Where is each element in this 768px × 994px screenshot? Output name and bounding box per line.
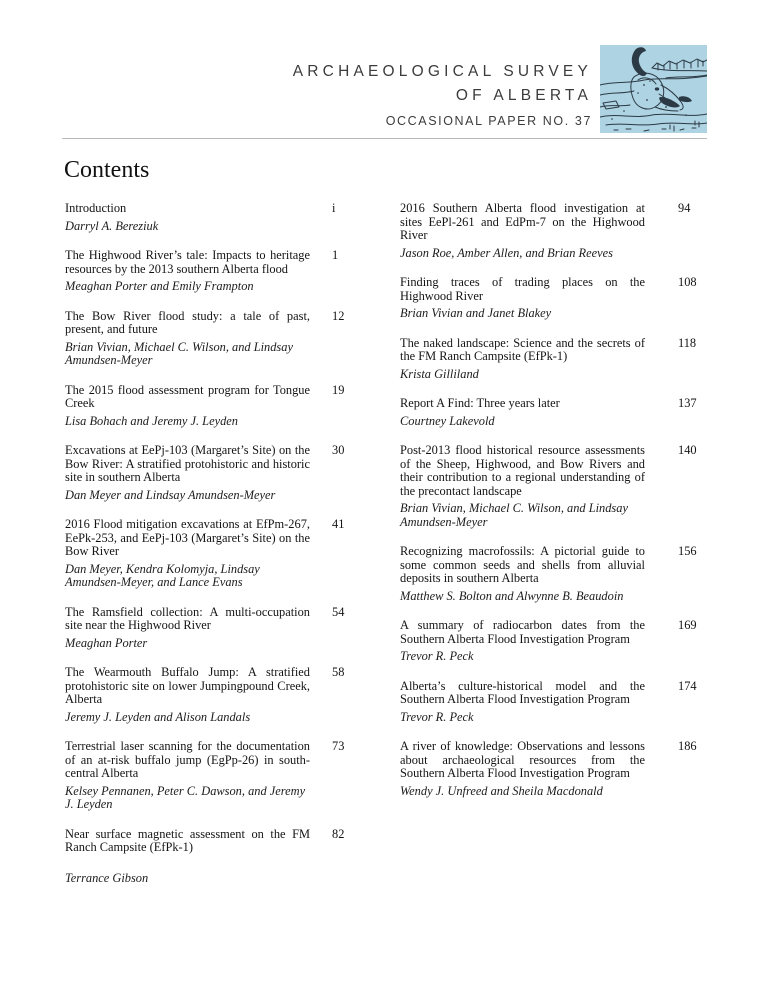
toc-entry bbox=[65, 518, 375, 590]
toc-entry-title: Alberta’s culture-historical model and the Southern Alberta Flood Investigation Program bbox=[400, 678, 645, 706]
masthead bbox=[293, 60, 592, 128]
toc-entry bbox=[400, 680, 710, 725]
toc-entry-authors: Darryl A. Bereziuk bbox=[65, 218, 159, 233]
toc-entry-authors: Brian Vivian, Michael C. Wilson, and Lindsay Amundsen-Meyer bbox=[65, 339, 293, 367]
toc-entry-page: 137 bbox=[678, 397, 697, 410]
toc-entry bbox=[65, 202, 375, 233]
toc-entry bbox=[400, 397, 710, 428]
toc-entry bbox=[65, 606, 375, 651]
masthead-title-line1: ARCHAEOLOGICAL SURVEY bbox=[292, 63, 592, 80]
page-title: Contents bbox=[64, 157, 150, 183]
toc-entry-authors: Jason Roe, Amber Allen, and Brian Reeves bbox=[400, 245, 613, 260]
toc-entry-page: 41 bbox=[332, 518, 345, 531]
toc-entry-authors: Krista Gilliland bbox=[400, 366, 479, 381]
toc-entry-authors: Trevor R. Peck bbox=[400, 709, 474, 724]
toc-entry-authors: Courtney Lakevold bbox=[400, 413, 495, 428]
toc-entry-title: Near surface magnetic assessment on the FM Ranch Campsite (EfPk-1) bbox=[65, 826, 310, 854]
toc-entry-page: 1 bbox=[332, 249, 339, 262]
toc-entry bbox=[65, 740, 375, 812]
toc-entry-title: The Bow River flood study: a tale of past, present, and future bbox=[65, 308, 310, 336]
toc-entry bbox=[65, 249, 375, 294]
toc-entry-page: 108 bbox=[678, 276, 697, 289]
toc-entry-title: 2016 Flood mitigation excavations at EfPm-267, EePk-253, and EePj-103 (Margaret’s Site) on the Bow River bbox=[65, 517, 310, 558]
toc-entry-authors: Terrance Gibson bbox=[65, 870, 149, 885]
toc-entry-page: 19 bbox=[332, 383, 345, 397]
toc-entry-page: 94 bbox=[678, 202, 691, 215]
toc-entry-page: 140 bbox=[678, 444, 697, 457]
toc-entry-title: Post-2013 flood historical resource assessments of the Sheep, Highwood, and Bow Rivers and their contribution to a regional understanding of the precontact landscape bbox=[400, 443, 645, 498]
toc-entry-title: The Highwood River’s tale: Impacts to heritage resources by the 2013 southern Alberta flood bbox=[65, 248, 310, 276]
toc-entry-authors: Trevor R. Peck bbox=[400, 649, 474, 663]
toc-entry-authors: Matthew S. Bolton and Alwynne B. Beaudoin bbox=[400, 588, 624, 603]
toc-entry-page: 174 bbox=[678, 679, 697, 693]
toc-entry-title: The Ramsfield collection: A multi-occupation site near the Highwood River bbox=[65, 604, 310, 632]
toc-entry-authors: Dan Meyer and Lindsay Amundsen-Meyer bbox=[65, 487, 276, 502]
toc-entry-authors: Meaghan Porter and Emily Frampton bbox=[65, 279, 254, 293]
toc-entry-page: 54 bbox=[332, 605, 345, 619]
toc-entry bbox=[400, 202, 710, 260]
toc-entry-page: 156 bbox=[678, 545, 697, 558]
toc-entry-page: 73 bbox=[332, 740, 345, 753]
toc-entry-page: 30 bbox=[332, 444, 345, 457]
bison-skull-logo bbox=[600, 45, 707, 133]
toc-entry bbox=[65, 310, 375, 368]
masthead-title-line2: OF ALBERTA bbox=[455, 87, 592, 104]
toc-right-column bbox=[400, 202, 710, 814]
toc-entry-title: The naked landscape: Science and the secrets of the FM Ranch Campsite (EfPk-1) bbox=[400, 335, 645, 363]
toc-entry bbox=[400, 740, 710, 798]
toc-entry bbox=[400, 276, 710, 321]
toc-entry-page: 12 bbox=[332, 309, 345, 323]
toc-entry-title: Finding traces of trading places on the Highwood River bbox=[400, 275, 645, 303]
toc-entry-title: Recognizing macrofossils: A pictorial guide to some common seeds and shells from alluvial deposits in southern Alberta bbox=[400, 544, 645, 585]
toc-entry-authors: Brian Vivian, Michael C. Wilson, and Lindsay Amundsen-Meyer bbox=[400, 501, 628, 529]
toc-entry-title: The 2015 flood assessment program for Tongue Creek bbox=[65, 382, 310, 410]
toc-entry-title: A summary of radiocarbon dates from the Southern Alberta Flood Investigation Program bbox=[400, 618, 645, 646]
toc-entry bbox=[65, 666, 375, 724]
toc-entry-page: 186 bbox=[678, 740, 697, 753]
toc-entry-page: 169 bbox=[678, 619, 697, 632]
toc-entry-authors: Jeremy J. Leyden and Alison Landals bbox=[65, 709, 251, 724]
toc-entry bbox=[400, 337, 710, 382]
toc-entry bbox=[65, 444, 375, 502]
toc-entry-title: Introduction bbox=[65, 201, 127, 215]
masthead-subtitle: OCCASIONAL PAPER NO. 37 bbox=[385, 114, 592, 128]
toc-entry-title: Excavations at EePj-103 (Margaret’s Site) on the Bow River: A stratified protohistoric and historic site in southern Alberta bbox=[65, 443, 310, 484]
toc-entry-page: 82 bbox=[332, 827, 345, 841]
toc-entry-authors: Meaghan Porter bbox=[65, 635, 148, 650]
toc-entry-title: 2016 Southern Alberta flood investigation at sites EePl-261 and EdPm-7 on the Highwood River bbox=[400, 201, 645, 242]
toc-entry bbox=[65, 828, 375, 886]
toc-entry bbox=[65, 384, 375, 429]
toc-entry-page: 58 bbox=[332, 666, 345, 679]
toc-entry-title: Report A Find: Three years later bbox=[400, 396, 560, 410]
toc-entry-authors: Brian Vivian and Janet Blakey bbox=[400, 306, 552, 320]
toc-entry-title: A river of knowledge: Observations and lessons about archaeological resources from the Southern Alberta Flood Investigation Program bbox=[400, 739, 645, 780]
toc-entry-page: i bbox=[332, 202, 336, 215]
toc-entry bbox=[400, 444, 710, 529]
toc-left-column bbox=[65, 202, 375, 901]
toc-entry-page: 118 bbox=[678, 336, 697, 350]
header-divider bbox=[62, 138, 707, 139]
toc-entry-authors: Wendy J. Unfreed and Sheila Macdonald bbox=[400, 783, 603, 798]
toc-entry-authors: Kelsey Pennanen, Peter C. Dawson, and Jeremy J. Leyden bbox=[65, 783, 306, 811]
toc-entry-authors: Lisa Bohach and Jeremy J. Leyden bbox=[65, 413, 238, 428]
bison-skull-icon bbox=[600, 45, 707, 133]
toc-entry-title: The Wearmouth Buffalo Jump: A stratified protohistoric site on lower Jumpingpound Creek, Alberta bbox=[65, 665, 310, 706]
toc-entry bbox=[400, 545, 710, 603]
toc-entry bbox=[400, 619, 710, 664]
toc-entry-title: Terrestrial laser scanning for the documentation of an at-risk buffalo jump (EgPp-26) in south-central Alberta bbox=[65, 739, 310, 780]
toc-entry-authors: Dan Meyer, Kendra Kolomyja, Lindsay Amundsen-Meyer, and Lance Evans bbox=[65, 561, 260, 589]
